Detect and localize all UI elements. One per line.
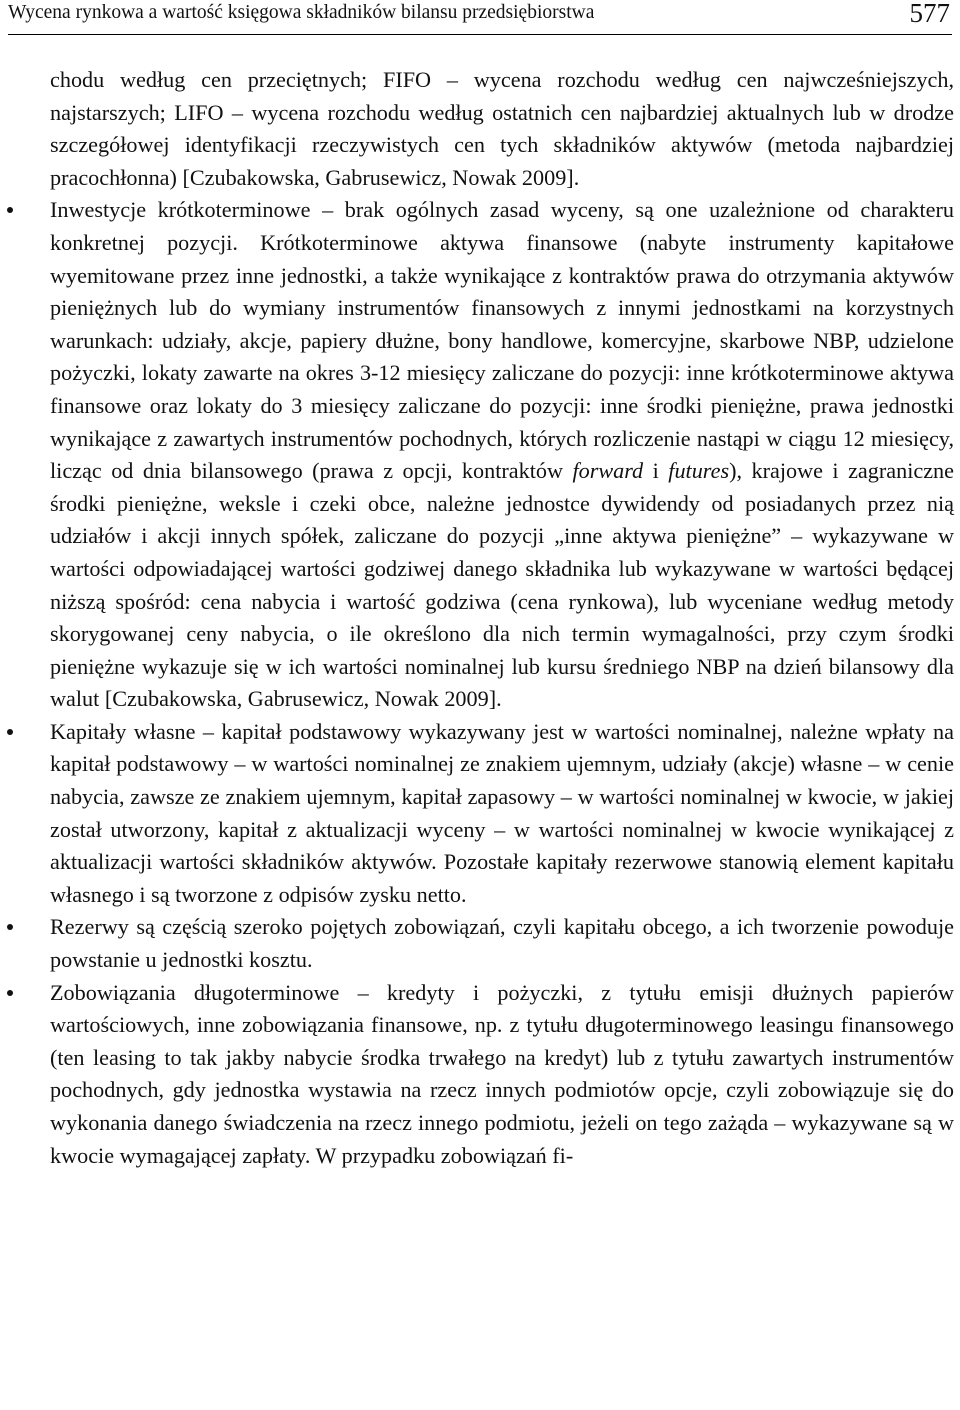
list-item-text: Zobowiązania długoterminowe – kredyty i pożyczki, z tytułu emisji dłużnych papierów wartościowych, inne zobowiązania finansowe, np. z tytułu długoterminowego leasingu finansowego (ten leasing to tak jakby nabycie środka trwałego na kredyt) lub z tytułu zawartych instrumentów pochodnych, gdy jednostka wystawia na rzecz innych podmiotów opcje, czyli zobowiązuje się do wykonania danego świadczenia na rzecz innego podmiotu, jeżeli on tego zażąda – wykazywane są w kwocie wymagającej zapłaty. W przypadku zobowiązań fi- bbox=[50, 979, 954, 1168]
bullet-list bbox=[50, 194, 954, 1172]
continued-paragraph: chodu według cen przeciętnych; FIFO – wycena rozchodu według cen najwcześniejszych, najstarszych; LIFO – wycena rozchodu według ostatnich cen najbardziej aktualnych lub w drodze szczegółowej identyfikacji rzeczywistych cen tych składników aktywów (metoda najbardziej pracochłonna) [Czubakowska, Gabrusewicz, Nowak 2009]. bbox=[50, 67, 954, 190]
italic-term: forward bbox=[572, 458, 644, 484]
italic-term: futures bbox=[668, 458, 730, 484]
list-item bbox=[50, 911, 954, 976]
list-item bbox=[50, 716, 954, 912]
running-header bbox=[8, 0, 952, 35]
text-run: ), krajowe i zagraniczne środki pieniężne, weksle i czeki obce, należne jednostce dywidendy od posiadanych przez nią udziałów i akcji innych spółek, zaliczane do pozycji „inne aktywa pieniężne” – wykazywane w wartości odpowiadającej wartości godziwej danego składnika lub wykazywane w wartości będącej niższą spośród: cena nabycia i wartość godziwa (cena rynkowa), lub wyceniane według metody skorygowanej ceny nabycia, o ile określono dla nich termin wymagalności, przy czym środki pieniężne wykazuje się w ich wartości nominalnej lub kursu średniego NBP na dzień bilansowy dla walut [Czubakowska, Gabrusewicz, Nowak 2009]. bbox=[50, 458, 954, 712]
running-title: Wycena rynkowa a wartość księgowa składników bilansu przedsiębiorstwa bbox=[8, 2, 595, 23]
list-item-text: Rezerwy są częścią szeroko pojętych zobowiązań, czyli kapitału obcego, a ich tworzenie powoduje powstanie u jednostki kosztu. bbox=[50, 914, 954, 973]
list-item-text bbox=[50, 194, 954, 716]
list-item-text: Kapitały własne – kapitał podstawowy wykazywany jest w wartości nominalnej, należne wpłaty na kapitał podstawowy – w wartości nominalnej ze znakiem ujemnym, udziały (akcje) własne – w cenie nabycia, zawsze ze znakiem ujemnym, kapitał zapasowy – w wartości nominalnej w kwocie, w jakiej został utworzony, kapitał z aktualizacji wyceny – w wartości nominalnej w kwocie wynikającej z aktualizacji wartości składników aktywów. Pozostałe kapitały rezerwowe stanowią element kapitału własnego i są tworzone z odpisów zysku netto. bbox=[50, 718, 954, 907]
bullet-dot-icon bbox=[7, 729, 13, 735]
body-text bbox=[50, 64, 954, 1172]
bullet-dot-icon bbox=[7, 990, 13, 996]
bullet-dot-icon bbox=[7, 924, 13, 930]
list-item bbox=[50, 194, 954, 716]
list-item bbox=[50, 977, 954, 1173]
bullet-dot-icon bbox=[7, 207, 13, 213]
page-number: 577 bbox=[909, 0, 950, 28]
text-run: i bbox=[643, 458, 669, 484]
text-run: Inwestycje krótkoterminowe – brak ogólnych zasad wyceny, są one uzależnione od charakteru konkretnej pozycji. Krótkoterminowe aktywa finansowe (nabyte instrumenty kapitałowe wyemitowane przez inne jednostki, a także wynikające z kontraktów prawa do otrzymania aktywów pieniężnych lub do wymiany instrumentów finansowych z innymi jednostkami na korzystnych warunkach: udziały, akcje, papiery dłużne, bony handlowe, komercyjne, skarbowe NBP, udzielone pożyczki, lokaty zawarte na okres 3-12 miesięcy zaliczane do pozycji: inne krótkoterminowe aktywa finansowe oraz lokaty do 3 miesięcy zaliczane do pozycji: inne środki pieniężne, prawa jednostki wynikające z zawartych instrumentów pochodnych, których rozliczenie nastąpi w ciągu 12 miesięcy, licząc od dnia bilansowego (prawa z opcji, kontraktów bbox=[50, 197, 954, 484]
